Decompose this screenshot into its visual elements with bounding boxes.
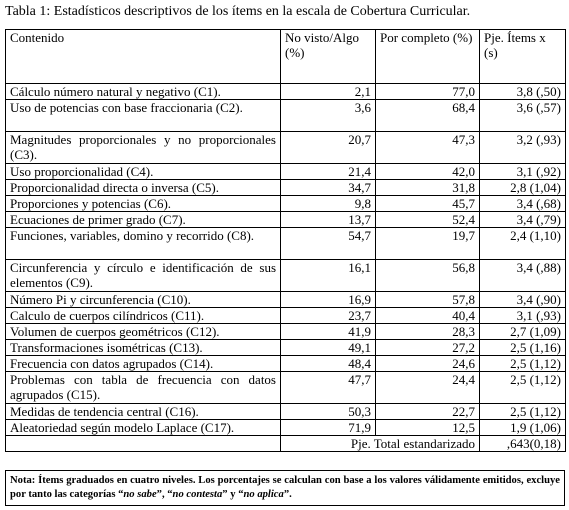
cell-pje: 3,6 (,57) [480,100,566,132]
cell-por-completo: 47,3 [376,132,480,164]
cell-contenido: Transformaciones isométricas (C13). [6,340,281,356]
descriptive-statistics-table [5,29,566,452]
cell-contenido: Volumen de cuerpos geométricos (C12). [6,324,281,340]
cell-por-completo: 22,7 [376,404,480,420]
header-no-visto: No visto/Algo (%) [281,30,376,84]
cell-no-visto: 71,9 [281,420,376,436]
note-text-1: Nota: Ítems graduados en cuatro niveles. Los porcentajes se calculan con base a los valores válidamente emitidos, excluye por tanto las categorías “ [10,475,560,500]
table-row [6,228,566,260]
cell-contenido: Uso de potencias con base fraccionaria (C2). [6,100,281,132]
cell-por-completo: 42,0 [376,164,480,180]
cell-pje: 3,1 (,93) [480,308,566,324]
table-body [6,84,566,452]
cell-por-completo: 40,4 [376,308,480,324]
cell-por-completo: 24,6 [376,356,480,372]
header-pje-items: Pje. Ítems x (s) [480,30,566,84]
cell-pje: 2,5 (1,12) [480,372,566,404]
table-note [5,470,565,506]
cell-contenido: Cálculo número natural y negativo (C1). [6,84,281,100]
table-row [6,196,566,212]
table-row [6,212,566,228]
cell-pje: 3,8 (,50) [480,84,566,100]
note-text-2: ”. [283,489,292,500]
table-row [6,292,566,308]
cell-por-completo: 68,4 [376,100,480,132]
note-sep-1: ”, “ [156,489,173,500]
table-row [6,260,566,292]
table-row [6,404,566,420]
cell-contenido: Calculo de cuerpos cilíndricos (C11). [6,308,281,324]
cell-contenido: Problemas con tabla de frecuencia con datos agrupados (C15). [6,372,281,404]
cell-no-visto: 50,3 [281,404,376,420]
cell-no-visto: 2,1 [281,84,376,100]
note-sep-2: ” y “ [222,489,244,500]
cell-pje: 2,7 (1,09) [480,324,566,340]
cell-no-visto: 9,8 [281,196,376,212]
cell-por-completo: 77,0 [376,84,480,100]
cell-no-visto: 47,7 [281,372,376,404]
cell-no-visto: 23,7 [281,308,376,324]
cell-pje: 3,4 (,68) [480,196,566,212]
cell-pje: 3,2 (,93) [480,132,566,164]
table-row [6,340,566,356]
cell-contenido: Ecuaciones de primer grado (C7). [6,212,281,228]
header-contenido: Contenido [6,30,281,84]
cell-contenido: Aleatoriedad según modelo Laplace (C17). [6,420,281,436]
table-row [6,420,566,436]
cell-contenido: Uso proporcionalidad (C4). [6,164,281,180]
header-por-completo: Por completo (%) [376,30,480,84]
cell-por-completo: 45,7 [376,196,480,212]
cell-contenido: Proporciones y potencias (C6). [6,196,281,212]
table-row [6,372,566,404]
cell-contenido: Medidas de tendencia central (C16). [6,404,281,420]
cell-pje: 2,4 (1,10) [480,228,566,260]
cell-por-completo: 24,4 [376,372,480,404]
table-row [6,308,566,324]
cell-no-visto: 49,1 [281,340,376,356]
cell-por-completo: 57,8 [376,292,480,308]
cell-no-visto: 13,7 [281,212,376,228]
cell-pje: 3,4 (,88) [480,260,566,292]
total-row [6,436,566,452]
cell-por-completo: 12,5 [376,420,480,436]
cell-por-completo: 52,4 [376,212,480,228]
cell-no-visto: 21,4 [281,164,376,180]
total-value: ,643(0,18) [480,436,566,452]
cell-por-completo: 28,3 [376,324,480,340]
cell-contenido: Magnitudes proporcionales y no proporcionales (C3). [6,132,281,164]
cell-contenido: Número Pi y circunferencia (C10). [6,292,281,308]
cell-por-completo: 19,7 [376,228,480,260]
note-no-aplica: no aplica [243,489,284,500]
cell-no-visto: 16,1 [281,260,376,292]
cell-por-completo: 31,8 [376,180,480,196]
table-row [6,324,566,340]
table-row [6,100,566,132]
note-no-contesta: no contesta [172,489,223,500]
cell-por-completo: 27,2 [376,340,480,356]
cell-no-visto: 20,7 [281,132,376,164]
cell-pje: 2,5 (1,12) [480,356,566,372]
table-row [6,132,566,164]
cell-no-visto: 41,9 [281,324,376,340]
table-row [6,164,566,180]
cell-pje: 3,4 (,90) [480,292,566,308]
cell-no-visto: 48,4 [281,356,376,372]
table-row [6,180,566,196]
table-row [6,84,566,100]
note-no-sabe: no sabe [123,489,157,500]
cell-pje: 3,4 (,79) [480,212,566,228]
cell-pje: 2,5 (1,12) [480,404,566,420]
cell-no-visto: 16,9 [281,292,376,308]
cell-contenido: Circunferencia y círculo e identificación de sus elementos (C9). [6,260,281,292]
cell-pje: 2,8 (1,04) [480,180,566,196]
cell-pje: 1,9 (1,06) [480,420,566,436]
cell-no-visto: 54,7 [281,228,376,260]
cell-pje: 2,5 (1,16) [480,340,566,356]
cell-pje: 3,1 (,92) [480,164,566,180]
cell-no-visto: 34,7 [281,180,376,196]
header-row [6,30,566,84]
total-label: Pje. Total estandarizado [281,436,480,452]
cell-contenido: Frecuencia con datos agrupados (C14). [6,356,281,372]
cell-no-visto: 3,6 [281,100,376,132]
cell-contenido: Proporcionalidad directa o inversa (C5). [6,180,281,196]
cell-contenido: Funciones, variables, domino y recorrido (C8). [6,228,281,260]
total-empty-cell [6,436,281,452]
table-caption: Tabla 1: Estadísticos descriptivos de los ítems en la escala de Cobertura Curricular. [5,4,471,19]
cell-por-completo: 56,8 [376,260,480,292]
table-row [6,356,566,372]
